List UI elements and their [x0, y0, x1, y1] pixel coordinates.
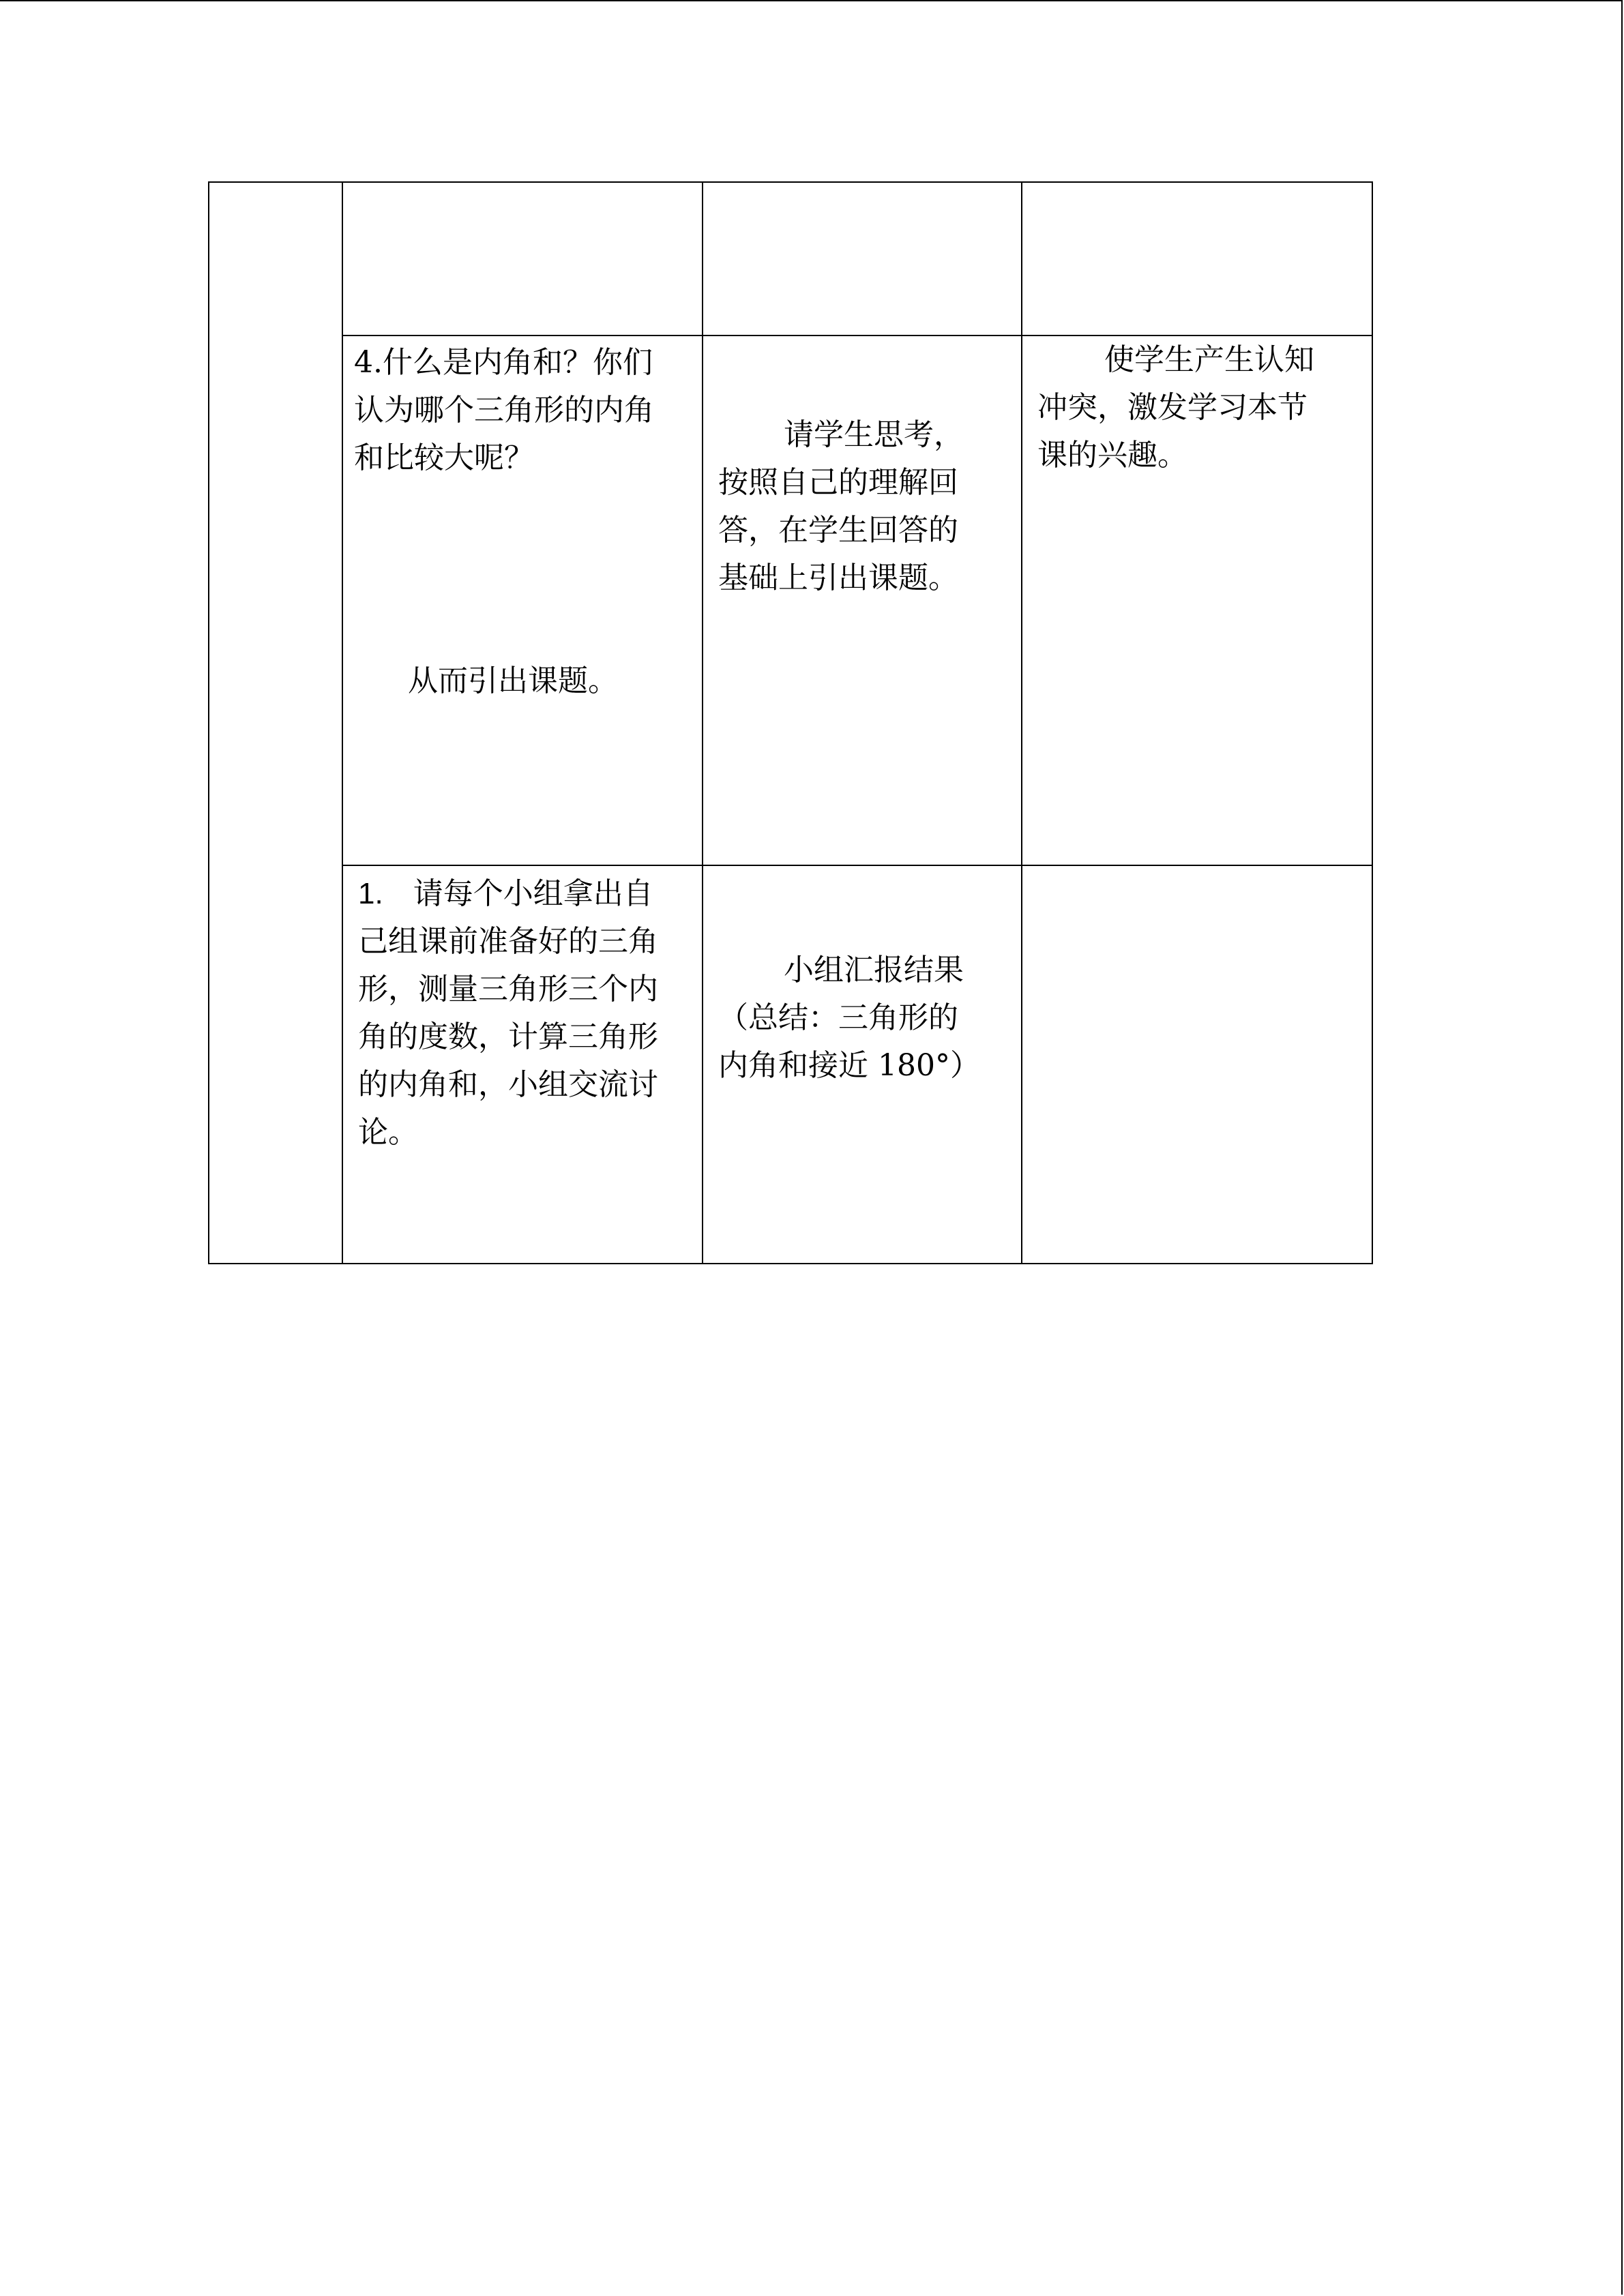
teacher-text-line: 形，测量三角形三个内: [358, 972, 658, 1007]
teacher-text-line: 己组课前准备好的三角: [358, 924, 658, 959]
lesson-plan-table: [208, 181, 1373, 1264]
teacher-text-line: 和比较大呢？: [354, 441, 534, 475]
teacher-text-line: 的内角和，小组交流讨: [358, 1067, 658, 1102]
student-activity-cell: [703, 865, 1022, 1264]
table-row: [209, 865, 1372, 1264]
stage-cell: [209, 182, 342, 1264]
teacher-text-line: 4.什么是内角和？你们: [354, 345, 653, 380]
teacher-activity-cell: [342, 182, 703, 336]
teacher-text-conclusion: 从而引出课题。: [408, 664, 618, 698]
table-row: [209, 182, 1372, 336]
teacher-text-line: 认为哪个三角形的内角: [354, 393, 654, 428]
student-text-line: 基础上引出课题。: [718, 561, 958, 595]
student-text-line: 按照自己的理解回: [718, 465, 958, 500]
teacher-text-line: 论。: [358, 1115, 418, 1150]
design-intent-cell: [1022, 182, 1372, 336]
student-text-line: 内角和接近 180°）: [718, 1048, 980, 1083]
student-activity-cell: [703, 182, 1022, 336]
teacher-activity-cell: [342, 336, 703, 865]
teacher-text-line: 角的度数，计算三角形: [358, 1019, 658, 1054]
student-activity-cell: [703, 336, 1022, 865]
student-text-line: （总结：三角形的: [718, 1000, 958, 1035]
teacher-activity-cell: [342, 865, 703, 1264]
intent-text-line: 冲突，激发学习本节: [1037, 390, 1308, 425]
intent-text-line: 课的兴趣。: [1037, 438, 1187, 473]
design-intent-cell: [1022, 336, 1372, 865]
student-text-line: 请学生思考，: [784, 417, 964, 452]
student-text-line: 答，在学生回答的: [718, 513, 958, 548]
table-row: [209, 336, 1372, 865]
design-intent-cell: [1022, 865, 1372, 1264]
teacher-text-line: 1. 请每个小组拿出自: [358, 877, 653, 910]
intent-text-line: 使学生产生认知: [1104, 342, 1314, 377]
student-text-line: 小组汇报结果: [784, 953, 964, 987]
